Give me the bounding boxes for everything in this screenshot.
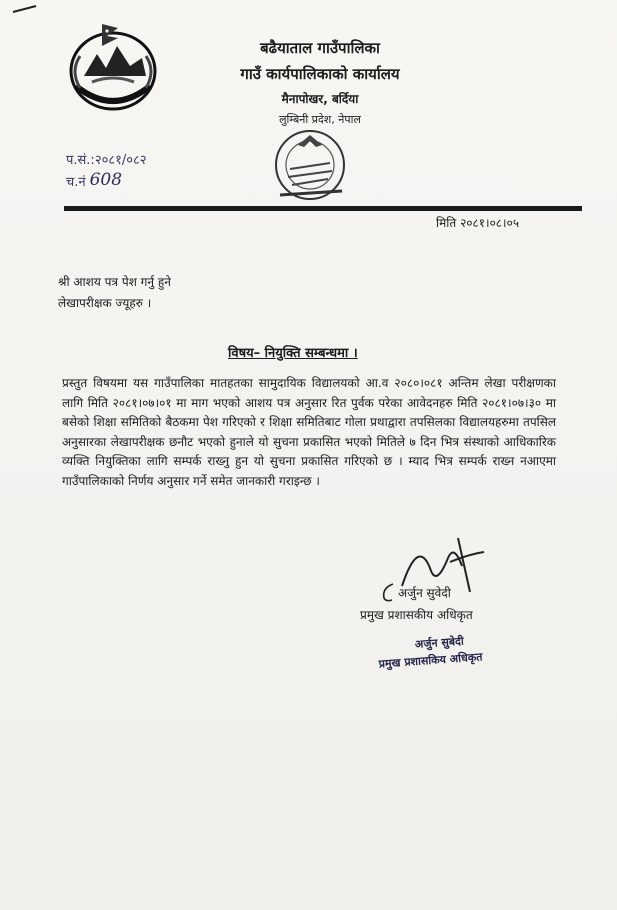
dispatch-no-label: च.नं (66, 175, 86, 190)
addressee-line-1: श्री आशय पत्र पेश गर्नु हुने (58, 275, 171, 289)
signatory-name-row (380, 582, 451, 602)
signatory-stamp (377, 632, 483, 671)
letterhead (200, 38, 440, 127)
date-label: मिति (436, 216, 457, 230)
addressee (58, 272, 171, 314)
dispatch-no-value: 608 (89, 170, 123, 190)
letter-body: प्रस्तुत विषयमा यस गाउँपालिका मातहतका सामुदायिक विद्यालयको आ.व २०८०।०८१ अन्तिम लेखा परीक्षणका लागि मिति २०८१।०७।०१ मा माग भएको आशय पत्र अनुसार रित पुर्वक परेका आवेदनहरु मिति २०८१।०७।३० मा बसेको शिक्षा समितिको बैठकमा पेश गरिएको र शिक्षा समितिबाट गोला प्रथाद्वारा तपसिलका विद्यालयहरुमा तपसिल अनुसारका लेखापरीक्षक छनौट भएको हुनाले यो सुचना प्रकासित भएको मितिले ७ दिन भित्र संस्थाको आधिकारिक व्यक्ति नियुक्तिका लागि सम्पर्क राख्नु हुन यो सुचना प्रकासित गरिएको छ । म्याद भित्र सम्पर्क राख्न नआएमा गाउँपालिकाको निर्णय अनुसार गर्ने समेत जानकारी गराइन्छ । (62, 376, 556, 488)
addressee-line-2: लेखापरीक्षक ज्यूहरु । (58, 296, 152, 310)
letter-no-value: २०८१/०८२ (94, 153, 147, 168)
office-name: गाउँ कार्यपालिकाको कार्यालय (240, 65, 400, 83)
signature-flourish-icon (380, 582, 396, 602)
stamp-title: प्रमुख प्रशासकिय अधिकृत (378, 650, 483, 671)
letter-no-label: प.सं.: (66, 153, 95, 168)
office-address: मैनापोखर, बर्दिया (281, 92, 359, 106)
header-divider (64, 206, 582, 211)
municipality-name: बढैयाताल गाउँपालिका (260, 39, 380, 57)
municipality-office-seal-icon (262, 125, 358, 209)
nepal-government-emblem-icon (62, 16, 164, 116)
date-value: २०८१।०८।०५ (460, 216, 520, 230)
reference-block (66, 146, 147, 190)
signatory-name: अर्जुन सुवेदी (398, 585, 451, 600)
subject-line: विषय– नियुक्ति सम्बन्धमा । (228, 346, 358, 361)
office-province: लुम्बिनी प्रदेश, नेपाल (279, 113, 361, 126)
stamp-name: अर्जुन सुबेदी (414, 634, 465, 652)
pen-mark-icon (12, 4, 38, 14)
signatory-title: प्रमुख प्रशासकीय अधिकृत (360, 608, 473, 622)
letter-date (436, 214, 519, 231)
